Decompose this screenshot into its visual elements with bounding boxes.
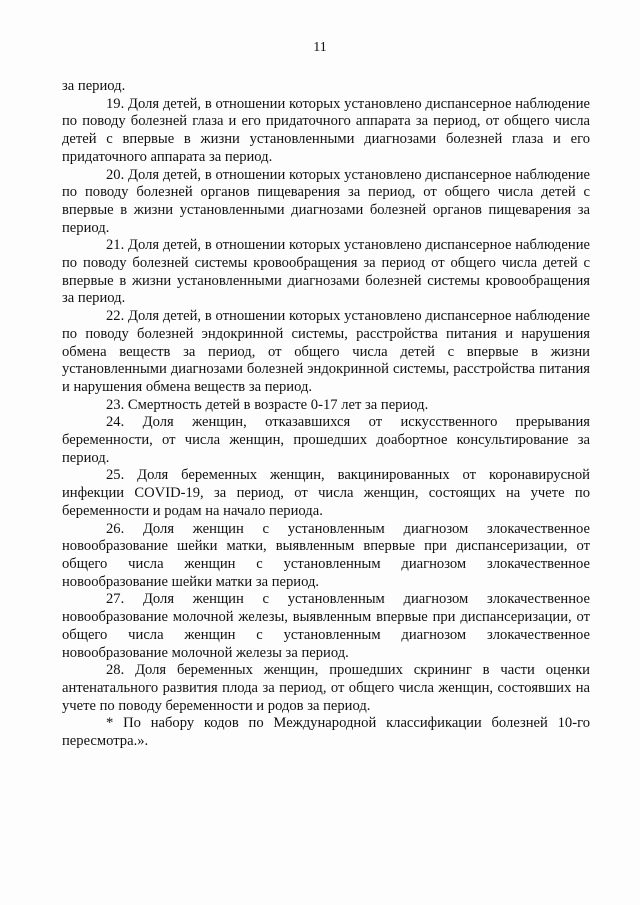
paragraph-item-23: 23. Смертность детей в возрасте 0-17 лет за период. [106, 396, 429, 413]
footnote: * По набору кодов по Международной классификации болезней 10-го пересмотра.». [62, 715, 590, 750]
paragraph-item-19: 19. Доля детей, в отношении которых установлено диспансерное наблюдение по поводу болезней глаза и его придаточного аппарата за период, от общего числа детей с впервые в жизни установленными диагнозами болезней глаза и его придаточного аппарата за период. [62, 95, 590, 165]
document-body [62, 78, 590, 751]
paragraph-item-25: 25. Доля беременных женщин, вакцинированных от коронавирусной инфекции COVID-19, за период, от числа женщин, состоящих на учете по беременности и родам на начало периода. [62, 467, 590, 519]
paragraph-item-26: 26. Доля женщин с установленным диагнозом злокачественное новообразование шейки матки, выявленным впервые при диспансеризации, от общего числа женщин с установленным диагнозом злокачественное новообразование шейки матки за период. [62, 520, 590, 590]
paragraph-item-27: 27. Доля женщин с установленным диагнозом злокачественное новообразование молочной железы, выявленным впервые при диспансеризации, от общего числа женщин с установленным диагнозом злокачественное новообразование молочной железы за период. [62, 591, 590, 661]
paragraph-item-28: 28. Доля беременных женщин, прошедших скрининг в части оценки антенатального развития плода за период, от общего числа женщин, состоявших на учете по поводу беременности и родов за период. [62, 662, 590, 714]
paragraph-item-22: 22. Доля детей, в отношении которых установлено диспансерное наблюдение по поводу болезней эндокринной системы, расстройства питания и нарушения обмена веществ за период, от общего числа детей с впервые в жизни установленными диагнозами болезней эндокринной системы, расстройства питания и нарушения обмена веществ за период. [62, 308, 590, 395]
paragraph-item-24: 24. Доля женщин, отказавшихся от искусственного прерывания беременности, от числа женщин, прошедших доабортное консультирование за период. [62, 414, 590, 466]
paragraph-continuation: за период. [62, 78, 126, 94]
paragraph-item-20: 20. Доля детей, в отношении которых установлено диспансерное наблюдение по поводу болезней органов пищеварения за период, от общего числа детей с впервые в жизни установленными диагнозами болезней органов пищеварения за период. [62, 166, 590, 236]
paragraph-item-21: 21. Доля детей, в отношении которых установлено диспансерное наблюдение по поводу болезней системы кровообращения за период от общего числа детей с впервые в жизни установленными диагнозами болезней системы кровообращения за период. [62, 237, 590, 307]
page-number: 11 [313, 40, 327, 55]
